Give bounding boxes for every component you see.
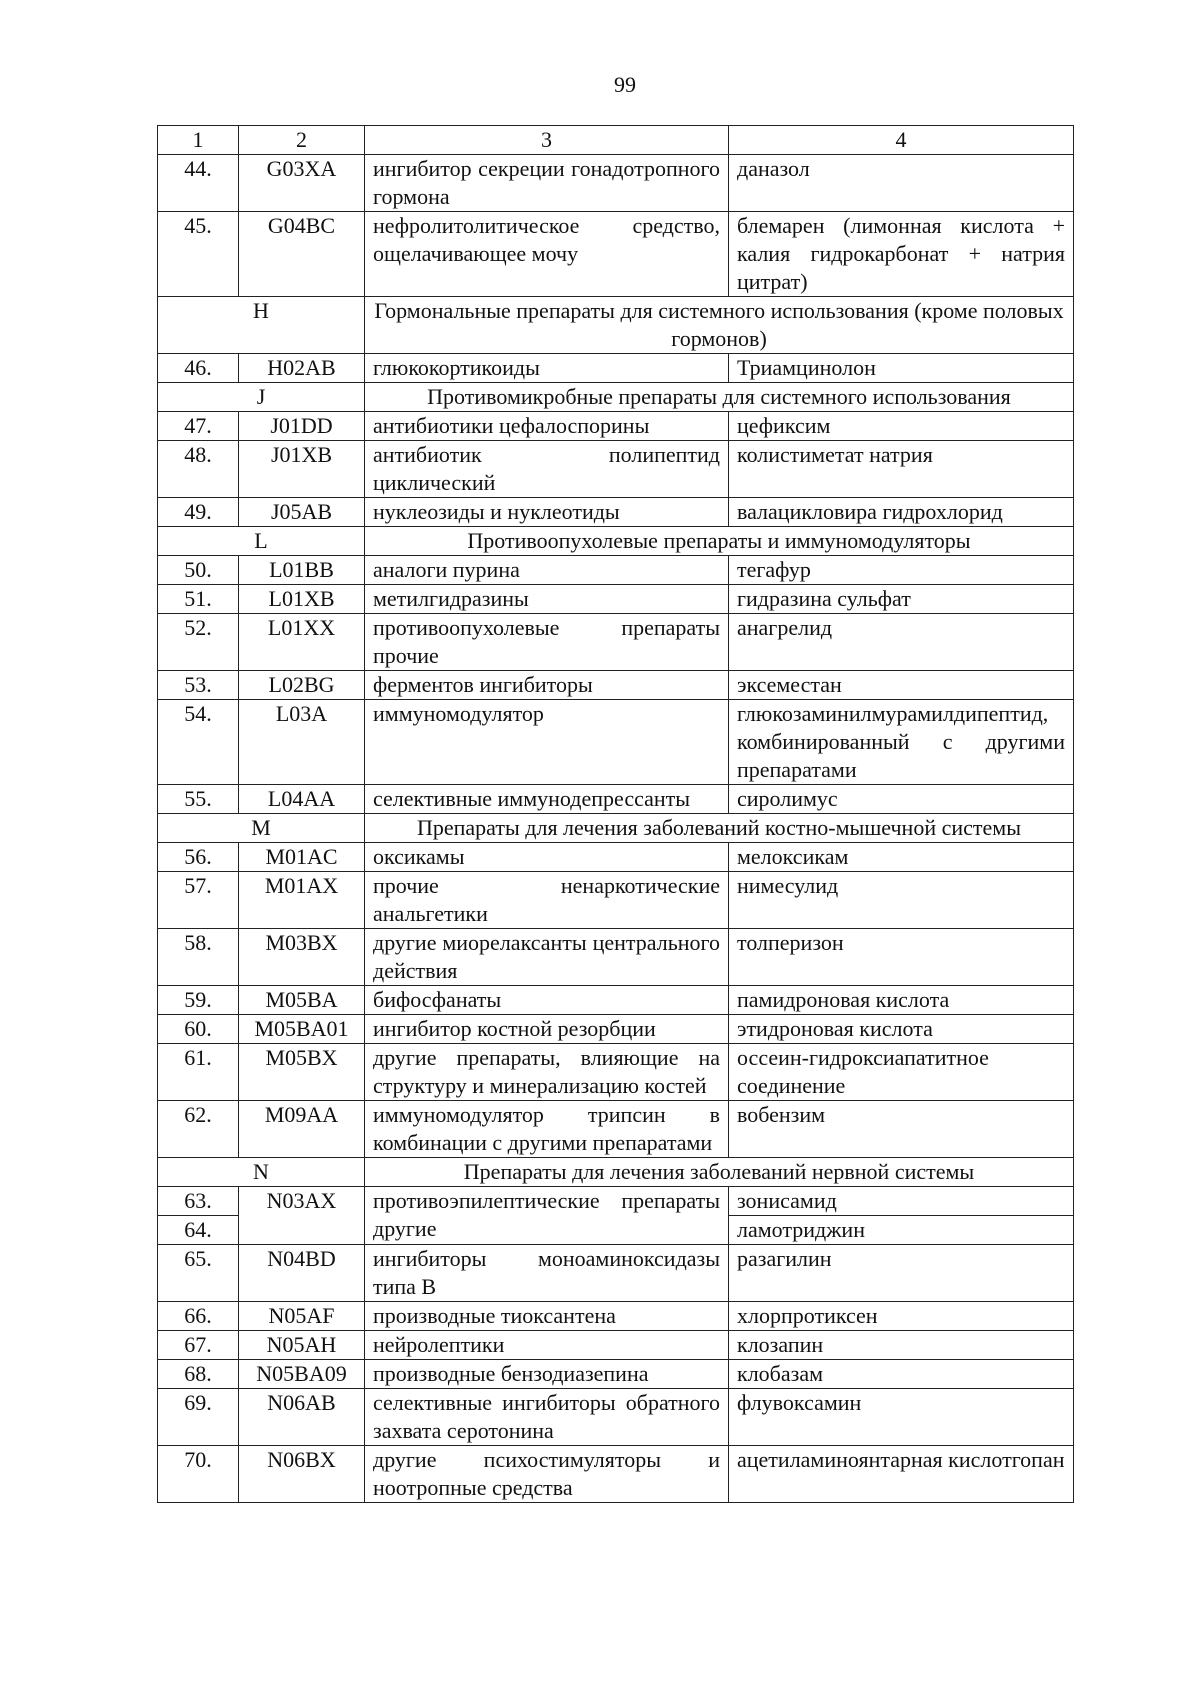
atc-code: N06BX [239,1446,365,1503]
atc-code: M05BA01 [239,1015,365,1044]
atc-code: M01AC [239,843,365,872]
table-row [158,556,1074,585]
group-description: глюкокортикоиды [365,354,729,383]
row-number: 68. [158,1360,239,1389]
drug-name: Триамцинолон [729,354,1074,383]
group-description: селективные ингибиторы обратного захвата серотонина [365,1389,729,1446]
group-description: иммуномодулятор трипсин в комбинации с другими препаратами [365,1101,729,1158]
group-description: антибиотик полипептид циклический [365,441,729,498]
row-number: 48. [158,441,239,498]
row-number: 51. [158,585,239,614]
row-number: 58. [158,929,239,986]
row-number: 65. [158,1245,239,1302]
drug-name: флувоксамин [729,1389,1074,1446]
drug-name: мелоксикам [729,843,1074,872]
row-number: 49. [158,498,239,527]
drug-name: ацетиламиноянтарная кислотгопан [729,1446,1074,1503]
group-row [158,383,1074,412]
group-description: другие миорелаксанты центрального действия [365,929,729,986]
drug-name: толперизон [729,929,1074,986]
table-row [158,872,1074,929]
group-title: Противомикробные препараты для системного использования [365,383,1074,412]
group-description: метилгидразины [365,585,729,614]
table-row [158,614,1074,671]
row-number: 57. [158,872,239,929]
group-letter: H [158,297,365,354]
drug-name: клозапин [729,1331,1074,1360]
drug-name: тегафур [729,556,1074,585]
group-description: аналоги пурина [365,556,729,585]
table-row [158,155,1074,212]
table-row [158,1389,1074,1446]
drug-name: вобензим [729,1101,1074,1158]
table-row [158,212,1074,297]
group-description: антибиотики цефалоспорины [365,412,729,441]
column-header: 2 [239,126,365,155]
group-row [158,527,1074,556]
group-row [158,1158,1074,1187]
row-number: 52. [158,614,239,671]
atc-code: L01XB [239,585,365,614]
group-title: Препараты для лечения заболеваний нервной системы [365,1158,1074,1187]
table-row [158,1245,1074,1302]
drug-name: сиролимус [729,785,1074,814]
group-description: ингибитор секреции гонадотропного гормона [365,155,729,212]
group-row [158,814,1074,843]
group-description: селективные иммунодепрессанты [365,785,729,814]
table-row [158,441,1074,498]
row-number: 45. [158,212,239,297]
row-number: 64. [158,1216,239,1245]
table-row [158,700,1074,785]
atc-code: L01BB [239,556,365,585]
table-row [158,1044,1074,1101]
drug-name: оссеин-гидроксиапатитное соединение [729,1044,1074,1101]
atc-code: M09AA [239,1101,365,1158]
table-row [158,1101,1074,1158]
group-description: оксикамы [365,843,729,872]
row-number: 54. [158,700,239,785]
atc-code: M03BX [239,929,365,986]
row-number: 62. [158,1101,239,1158]
atc-code: J01XB [239,441,365,498]
table-row [158,1446,1074,1503]
atc-code: M05BX [239,1044,365,1101]
atc-code: G03XA [239,155,365,212]
group-description: ингибиторы моноаминоксидазы типа B [365,1245,729,1302]
drug-name: зонисамид [729,1187,1074,1216]
atc-code: L03A [239,700,365,785]
atc-code: N06AB [239,1389,365,1446]
column-header: 1 [158,126,239,155]
group-description: нейролептики [365,1331,729,1360]
drug-name: блемарен (лимонная кислота + калия гидрокарбонат + натрия цитрат) [729,212,1074,297]
column-header: 3 [365,126,729,155]
group-description: противоэпилептические препараты другие [365,1187,729,1245]
table-row [158,498,1074,527]
row-number: 53. [158,671,239,700]
group-letter: N [158,1158,365,1187]
column-header: 4 [729,126,1074,155]
row-number: 61. [158,1044,239,1101]
page-number: 99 [614,72,636,97]
row-number: 70. [158,1446,239,1503]
group-description: производные тиоксантена [365,1302,729,1331]
table-header-row [158,126,1074,155]
drug-name: глюкозаминилмурамилдипептид, комбинированный с другими препаратами [729,700,1074,785]
atc-code: H02AB [239,354,365,383]
atc-code: J01DD [239,412,365,441]
row-number: 63. [158,1187,239,1216]
group-description: ферментов ингибиторы [365,671,729,700]
drug-name: гидразина сульфат [729,585,1074,614]
group-description: другие психостимуляторы и ноотропные средства [365,1446,729,1503]
table-row [158,1015,1074,1044]
table-row [158,1360,1074,1389]
row-number: 46. [158,354,239,383]
row-number: 56. [158,843,239,872]
table-row [158,671,1074,700]
table-row [158,929,1074,986]
group-row [158,297,1074,354]
table-row [158,1331,1074,1360]
drug-name: нимесулид [729,872,1074,929]
table-body [158,126,1074,1503]
drug-name: разагилин [729,1245,1074,1302]
drug-name: цефиксим [729,412,1074,441]
atc-code: J05AB [239,498,365,527]
drug-name: эксеместан [729,671,1074,700]
row-number: 44. [158,155,239,212]
drug-table [157,125,1074,1503]
group-letter: J [158,383,365,412]
group-letter: M [158,814,365,843]
row-number: 47. [158,412,239,441]
row-number: 69. [158,1389,239,1446]
drug-name: хлорпротиксен [729,1302,1074,1331]
group-title: Препараты для лечения заболеваний костно-мышечной системы [365,814,1074,843]
atc-code: N05AF [239,1302,365,1331]
group-description: нуклеозиды и нуклеотиды [365,498,729,527]
table-row [158,1302,1074,1331]
drug-name: ламотриджин [729,1216,1074,1245]
atc-code: N04BD [239,1245,365,1302]
drug-name: этидроновая кислота [729,1015,1074,1044]
drug-name: колистиметат натрия [729,441,1074,498]
group-description: нефролитолитическое средство, ощелачивающее мочу [365,212,729,297]
row-number: 66. [158,1302,239,1331]
table-row [158,585,1074,614]
atc-code: L04AA [239,785,365,814]
group-title: Гормональные препараты для системного использования (кроме половых гормонов) [365,297,1074,354]
table-row [158,785,1074,814]
drug-name: валацикловира гидрохлорид [729,498,1074,527]
group-title: Противоопухолевые препараты и иммуномодуляторы [365,527,1074,556]
row-number: 67. [158,1331,239,1360]
atc-code: M01AX [239,872,365,929]
group-description: другие препараты, влияющие на структуру и минерализацию костей [365,1044,729,1101]
group-letter: L [158,527,365,556]
drug-name: памидроновая кислота [729,986,1074,1015]
table-row [158,843,1074,872]
table-row [158,412,1074,441]
atc-code: L01XX [239,614,365,671]
row-number: 60. [158,1015,239,1044]
drug-name: даназол [729,155,1074,212]
atc-code: N03AX [239,1187,365,1245]
group-description: прочие ненаркотические анальгетики [365,872,729,929]
table-row [158,986,1074,1015]
group-description: ингибитор костной резорбции [365,1015,729,1044]
group-description: иммуномодулятор [365,700,729,785]
table-row [158,1187,1074,1216]
table-row [158,354,1074,383]
atc-code: L02BG [239,671,365,700]
row-number: 50. [158,556,239,585]
group-description: противоопухолевые препараты прочие [365,614,729,671]
atc-code: N05BA09 [239,1360,365,1389]
group-description: производные бензодиазепина [365,1360,729,1389]
atc-code: M05BA [239,986,365,1015]
row-number: 59. [158,986,239,1015]
atc-code: N05AH [239,1331,365,1360]
drug-name: клобазам [729,1360,1074,1389]
drug-name: анагрелид [729,614,1074,671]
atc-code: G04BC [239,212,365,297]
group-description: бифосфанаты [365,986,729,1015]
row-number: 55. [158,785,239,814]
